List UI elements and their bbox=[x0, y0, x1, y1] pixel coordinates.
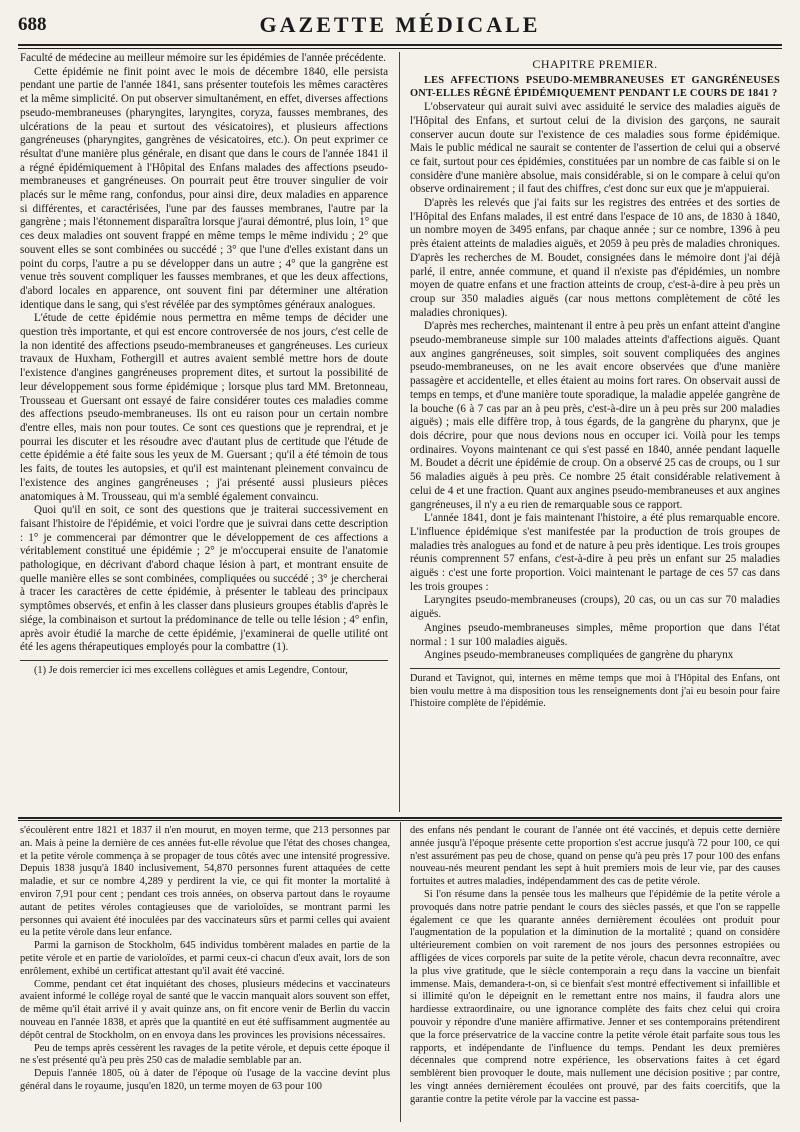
paragraph: Cette épidémie ne finit point avec le mois de décembre 1840, elle persista pendant une partie de l'année 1841, sans présenter toutefois les mêmes caractères et la même simplicité. On put observer simultanément, en effet, diverses affections pseudo-membraneuses (pharyngites, laryngites, coryza, fausses membranes, des ulcérations de la peau et surtout des vésicatoires), et plusieurs affections gangréneuses (pharyngites, gangrènes de vésicatoires, etc.). On peut exprimer ce résultat d'une manière plus générale, en disant que dans le cours de l'année 1841 il a régné épidémiquement à l'Hôpital des Enfans malades des affections pseudo-membraneuses et gangréneuses. On pourrait peut être trouver singulier de voir placés sur le même rang, confondus, pour ainsi dire, deux maladies en apparence si différentes, et caractérisées, l'une par des fausses membranes, l'autre par la gangrène ; mais l'étonnement disparaîtra lorsque j'aurai démontré, plus loin, 1° que ces deux maladies ont souvent frappé en même temps le même individu ; 2° que souvent elles se sont combinées ou succédé ; 3° que l'une d'elles existant dans un point du corps, l'autre a pu se développer dans un autre ; 4° que la gangrène est venue très souvent compliquer les fausses membranes, et que les deux affections, d'abord locales en apparence, ont souvent fini par déterminer une altération identique dans le sang, qui s'est révélée par des symptômes généraux analogues. bbox=[20, 65, 388, 311]
chapter-subtitle: LES AFFECTIONS PSEUDO-MEMBRANEUSES ET GANGRÉNEUSES ONT-ELLES RÉGNÉ ÉPIDÉMIQUEMENT PENDANT LE COURS DE 1841 ? bbox=[410, 74, 780, 100]
footnote-rule bbox=[20, 660, 388, 661]
footnote-rule bbox=[410, 668, 780, 669]
section-rule bbox=[18, 817, 782, 819]
footnote-continued: Durand et Tavignot, qui, internes en même temps que moi à l'Hôpital des Enfans, ont bien voulu mettre à ma disposition tous les renseignements dont j'ai eu besoin pour faire l'histoire complète de l'épidémie. bbox=[410, 672, 780, 710]
paragraph: Angines pseudo-membraneuses simples, même proportion que dans l'état normal : 1 sur 100 maladies aiguës. bbox=[410, 621, 780, 648]
masthead-title: GAZETTE MÉDICALE bbox=[259, 12, 541, 37]
header-rule-thin bbox=[18, 48, 782, 49]
left-column bbox=[20, 52, 388, 678]
page-number: 688 bbox=[18, 14, 47, 35]
column-divider-lower bbox=[400, 822, 401, 1122]
section-rule-thin bbox=[18, 820, 782, 821]
paragraph: L'observateur qui aurait suivi avec assiduité le service des maladies aiguës de l'Hôpital des Enfans, et surtout celui de la division des garçons, ne saurait conserver aucun doute sur l'existence de ces maladies sous forme épidémique. Mais le public médical ne saurait se contenter de l'assertion de celui qui a observé ce fait, surtout pour ces épidémies, constituées par un nombre de cas faible si on le considère d'une manière absolue, mais considérable, si on le compare à celui qu'on observe ordinairement ; il faut des chiffres, c'est donc sur eux que je m'appuierai. bbox=[410, 101, 780, 196]
paragraph: Comme, pendant cet état inquiétant des choses, plusieurs médecins et vaccinateurs avaient informé le collége royal de santé que le vaccin manquait alors souvent son effet, de même qu'il était arrivé il y avait quinze ans, on fit encore venir de Berlin du vaccin nouveau en l'année 1838, et après que la quantité en eut été suffisamment augmentée au dépôt central de Stockholm, on en envoya dans les provinces les provisions nécessaires. bbox=[20, 978, 390, 1041]
paragraph: Angines pseudo-membraneuses compliquées de gangrène du pharynx bbox=[424, 649, 734, 662]
paragraph: Laryngites pseudo-membraneuses (croups), 20 cas, ou un cas sur 70 maladies aiguës. bbox=[410, 594, 780, 621]
column-divider bbox=[399, 52, 400, 812]
right-column bbox=[410, 52, 780, 711]
bottom-left-column bbox=[20, 825, 390, 1094]
paragraph: L'année 1841, dont je fais maintenant l'histoire, a été plus remarquable encore. L'influence épidémique s'est manifestée par la production de trois groupes de maladies très analogues au fond et de nature à peu près identique. Les trois groupes réunis comprennent 57 enfans, c'est-à-dire à peu près un enfant sur 25 maladies aiguës : c'est une forte proportion. Voici maintenant le partage de ces 57 cas dans les trois groupes : bbox=[410, 512, 780, 593]
bottom-right-column bbox=[410, 825, 780, 1107]
paragraph: Faculté de médecine au meilleur mémoire sur les épidémies de l'année précédente. bbox=[20, 52, 387, 64]
paragraph: D'après mes recherches, maintenant il entre à peu près un enfant atteint d'angine pseudo-membraneuse simple sur 100 malades atteints d'affections aiguës. Quant aux angines gangréneuses, soit simples, soit souvent compliquées des angines pseudo-membraneuses, on ne les avait encore observées que d'une manière passagère et accidentelle, et elles étaient au moins fort rares. On observait aussi de temps en temps, et d'une manière toute sporadique, la maladie appelée gangrène de la bouche (6 à 7 cas par an à peu près, c'est-à-dire un à peu près sur 200 maladies aiguës) ; mais elle diffère trop, à tous égards, de la gangrène du pharynx, que je dois décrire, pour que nous devions nous en occuper ici. Voilà pour les temps ordinaires. Voyons maintenant ce qui s'est passé en 1840, année pendant laquelle M. Boudet a décrit une épidémie de croup. On a observé 25 cas de croups, ou 1 sur 56 maladies aiguës à peu près. Ce nombre 25 était considérable relativement à celui de 4 et une fraction. Quant aux angines pseudo-membraneuses et aux angines gangréneuses, il n'y a eu rien de remarquable sous ce rapport. bbox=[410, 320, 780, 511]
paragraph: L'étude de cette épidémie nous permettra en même temps de décider une question très importante, et qui est encore controversée de nos jours, c'est celle de la non identité des affections pseudo-membraneuses et gangréneuses. Les curieux travaux de Huxham, Fothergill et autres avaient semblé mettre hors de doute l'existence d'angines gangréneuses proprement dites, et surtout la possibilité de leur développement sous forme épidémique ; lorsque plus tard MM. Bretonneau, Trousseau et Guersant ont essayé de faire considérer toutes ces maladies comme des affections pseudo-membraneuses. Ils ont eu raison pour un certain nombre d'entre elles, mais non pour toutes. Ce sont ces questions que je reprendrai, et je pourrai les discuter et les résoudre avec d'autant plus de certitude que l'étude de cette épidémie a été faite sous les yeux de M. Guersant ; qu'il a été témoin de tous les faits, de toutes les autopsies, et qu'il est maintenant pleinement convaincu de l'existence des angines gangréneuses ; j'ai présenté aussi plusieurs pièces anatomiques à M. Trousseau, qui m'a semblé également convaincu. bbox=[20, 312, 388, 503]
paragraph: Peu de temps après cessèrent les ravages de la petite vérole, et depuis cette époque il ne s'est présenté qu'à peu près 250 cas de maladie semblable par an. bbox=[20, 1042, 390, 1067]
paragraph: Quoi qu'il en soit, ce sont des questions que je traiterai successivement en faisant l'histoire de l'épidémie, et voici l'ordre que je suivrai dans cette description : 1° je commencerai par démontrer que le développement de ces affections a véritablement constitué une épidémie ; 2° je m'occuperai ensuite de l'anatomie pathologique, en décrivant d'abord chaque lésion à part, et montrant ensuite de quelle manière elles se sont combinées, compliquées ou succédé ; 3° je chercherai à tracer les caractères de cette épidémie, à présenter le tableau des principaux symptômes observés, et enfin à les classer dans plusieurs groupes établis d'après le siége, la combinaison et surtout la prédominance de telle ou telle lésion ; 4° enfin, après avoir étudié la marche de cette épidémie, j'examinerai de quelle utilité ont été les agens thérapeutiques employés pour la combattre (1). bbox=[20, 504, 388, 654]
paragraph: s'écoulèrent entre 1821 et 1837 il n'en mourut, en moyen terme, que 213 personnes par an. Mais à peine la dernière de ces années fut-elle révolue que l'état des choses changea, et la petite vérole commença à se propager de tous côtés avec une intensité progressive. Depuis 1838 jusqu'à 1840 inclusivement, 54,870 personnes furent attaquées de cette maladie, et sur ce nombre 4,289 y perdirent la vie, ce qui fit monter la mortalité à environ 7,91 pour cent ; pendant ces trois années, on observa partout dans le royaume autant de petites véroles contagieuses que de varioloïdes, se montrant parmi les personnes qui avaient été inoculées par des vaccinateurs sûrs et parmi celles qui avaient eu la petite vérole dans leur enfance. bbox=[20, 825, 390, 939]
page-header bbox=[18, 14, 782, 40]
paragraph: Depuis l'année 1805, où à dater de l'époque où l'usage de la vaccine devint plus général dans le royaume, jusqu'en 1820, un terme moyen de 63 pour 100 bbox=[20, 1068, 390, 1092]
paragraph: D'après les relevés que j'ai faits sur les registres des entrées et des sorties de l'Hôpital des Enfans malades, il est entré dans l'espace de 10 ans, de 1830 à 1840, un nombre moyen de 3495 enfans, par chaque année ; sur ce nombre, 1396 à peu près étaient atteints de maladies aiguës, et 2059 à peu près de maladies chroniques. D'après les recherches de M. Boudet, consignées dans le mémoire dont j'ai déjà parlé, il entre, année commune, et quand il n'existe pas d'épidémies, un nombre moyen de quatre enfans et une fraction atteints de croup, c'est-à-dire à peu près un croup sur 350 maladies aiguës (car nous mettons complètement de côté les maladies chroniques). bbox=[410, 197, 780, 319]
paragraph: Parmi la garnison de Stockholm, 645 individus tombèrent malades en partie de la petite vérole et en partie de varioloïdes, et parmi ceux-ci chacun d'eux avait, lors de son enrôlement, exhibé un certificat attestant qu'il avait été vacciné. bbox=[20, 940, 390, 977]
paragraph: Si l'on résume dans la pensée tous les malheurs que l'épidémie de la petite vérole a provoqués dans notre patrie pendant le cours des siècles passés, et que l'on se rappelle également ce que les quarante années dernièrement écoulées ont produit pour l'augmentation de la population et la diminution de la mortalité ; quand on considère ultérieurement combien on voit rarement de nos jours des personnes estropiées ou affligées de vices corporels par suite de la petite vérole, chacun devra reconnaître, avec la plus vive gratitude, que le siècle contemporain a reçu dans la vaccine un bienfait immense. Mais, demandera-t-on, si ce bienfait s'est montré effectivement si infaillible et si illimité qu'on le dépeignit en le remettant entre nos mains, il faudra alors une hardiesse extraordinaire, ou une ignorance complète des faits chez celui qui croira pouvoir y répondre d'une manière affirmative. Jenner et ses contemporains prétendirent que la force préservatrice de la vaccine contre la petite vérole était parfaite sous tous les rapports, et indépendante de l'influence du temps. Pendant les deux premières décennales que comprend notre expérience, les observations faites à cet égard semblèrent bien provoquer le doute, mais nullement une décision positive ; par contre, les vingt années dernièrement écoulées ont prouvé, par des faits coercitifs, que la garantie contre la petite vérole par la vaccine est passa- bbox=[410, 888, 780, 1105]
paragraph: des enfans nés pendant le courant de l'année ont été vaccinés, et depuis cette dernière année jusqu'à l'époque présente cette proportion s'est accrue jusqu'à 72 pour 100, ce qui n'est assurément pas peu de chose, quand on pense qu'à peu près 17 pour 100 des enfans nouveau-nés meurent pendant les sept à huit premiers mois de leur vie, par des causes fortuites et autres maladies, indépendamment des cas de petite vérole. bbox=[410, 825, 780, 888]
chapter-title: CHAPITRE PREMIER. bbox=[532, 57, 658, 71]
footnote: (1) Je dois remercier ici mes excellens collègues et amis Legendre, Contour, bbox=[34, 664, 348, 676]
header-rule bbox=[18, 44, 782, 46]
